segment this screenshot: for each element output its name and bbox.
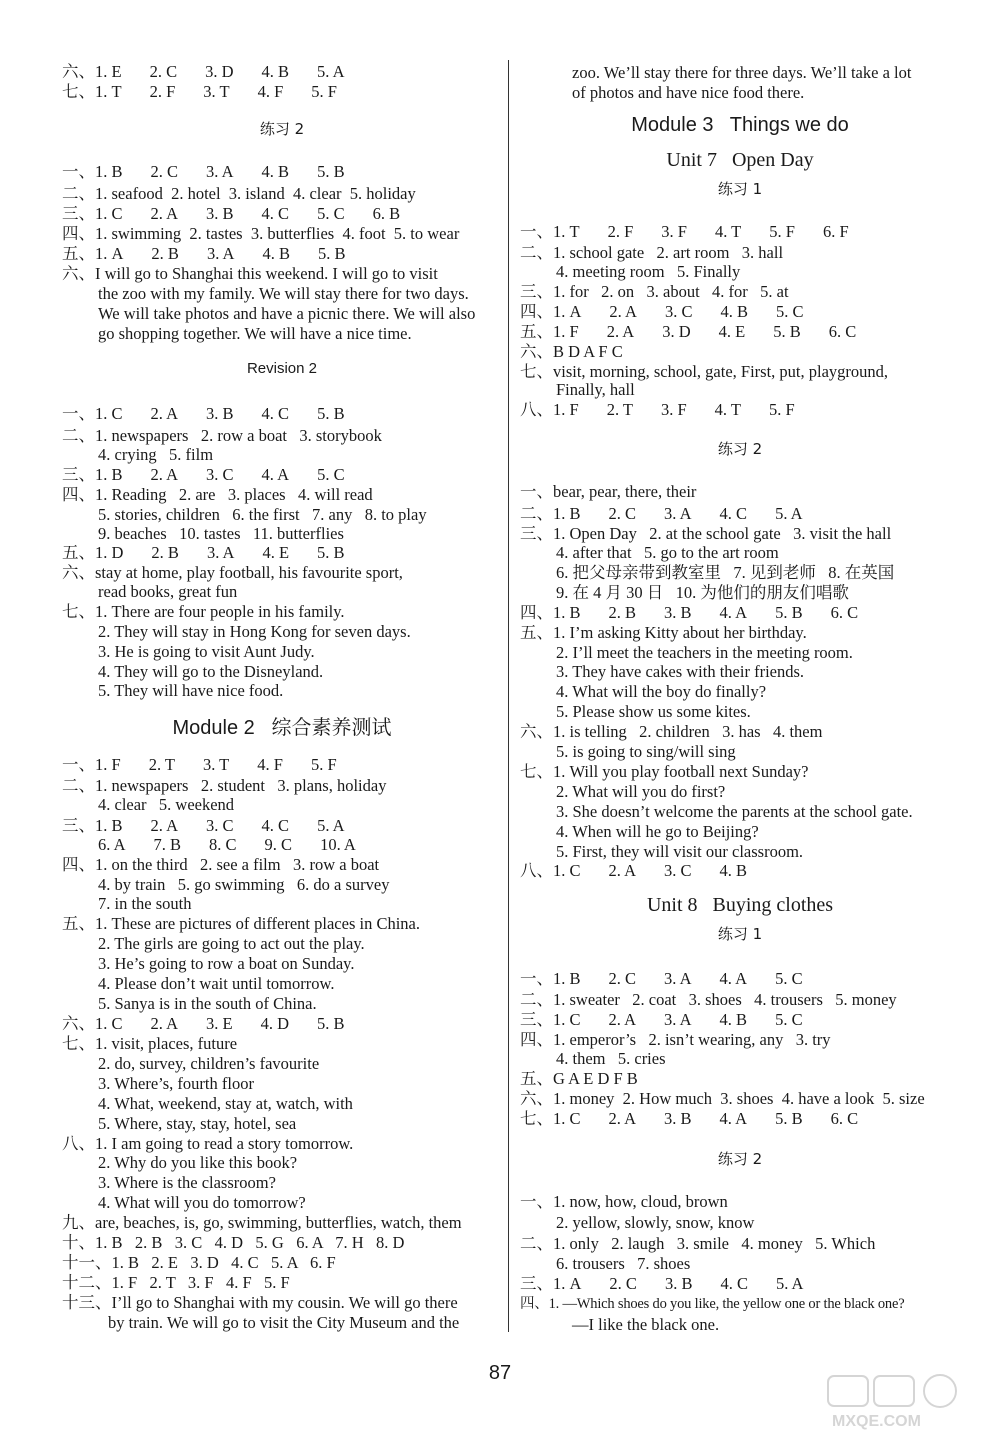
answer-item: 4. B — [262, 244, 290, 263]
answer-item: 3. F — [660, 400, 687, 419]
answer-line: 四、1. —Which shoes do you like, the yellow one or the black one? — [520, 1296, 905, 1312]
answer-row — [62, 82, 337, 102]
answer-row — [98, 835, 356, 855]
answer-row — [62, 816, 345, 836]
answer-row — [520, 1010, 803, 1030]
answer-item: 4. A — [719, 1109, 748, 1128]
answer-item: 5. B — [775, 1109, 803, 1128]
answer-item: 4. C — [261, 404, 290, 423]
answer-line: 二、1. seafood 2. hotel 3. island 4. clear 5. holiday — [62, 184, 416, 203]
answer-item: 2. A — [150, 1014, 179, 1033]
answer-line: 4. What will the boy do finally? — [556, 682, 767, 701]
answer-item: 5. B — [317, 244, 346, 263]
answer-item: 2. A — [150, 404, 179, 423]
answer-line: 4. after that 5. go to the art room — [556, 543, 779, 562]
exercise-heading: 练习 2 — [717, 1150, 763, 1168]
answer-item: 3. A — [206, 162, 234, 181]
answer-line: 十三、I’ll go to Shanghai with my cousin. We will go there — [62, 1293, 458, 1312]
answer-line: 二、1. newspapers 2. student 3. plans, holiday — [62, 776, 387, 795]
answer-line: 二、1. sweater 2. coat 3. shoes 4. trousers 5. money — [520, 990, 897, 1009]
module-heading: Module 2 综合素养测试 — [172, 717, 392, 739]
answer-item: 1. D — [95, 543, 124, 562]
answer-line: 6. 把父母亲带到教室里 7. 见到老师 8. 在英国 — [556, 563, 895, 582]
answer-line: 三、1. Open Day 2. at the school gate 3. visit the hall — [520, 524, 892, 543]
answer-item: 5. B — [317, 543, 345, 562]
answer-item: 1. C — [95, 204, 123, 223]
answer-row — [520, 504, 803, 524]
answer-item: 6. F — [822, 222, 849, 241]
question-marker: 五、 — [62, 543, 95, 562]
answer-line: 4. When will he go to Beijing? — [556, 822, 759, 841]
answer-item: 3. A — [206, 543, 235, 562]
answer-line: 3. Where’s, fourth floor — [98, 1074, 254, 1093]
answer-line: 一、1. now, how, cloud, brown — [520, 1192, 728, 1211]
answer-item: 5. A — [317, 816, 345, 835]
answer-item: 1. C — [553, 861, 581, 880]
answer-line: 五、G A E D F B — [520, 1069, 638, 1088]
answer-item: 2. T — [148, 755, 175, 774]
answer-item: 5. A — [317, 62, 345, 81]
question-marker: 七、 — [520, 1109, 553, 1128]
answer-item: 4. B — [719, 1010, 748, 1029]
answer-item: 6. A — [98, 835, 126, 854]
answer-item: 3. E — [206, 1014, 233, 1033]
answer-item: 4. F — [257, 755, 283, 774]
answer-line: 9. beaches 10. tastes 11. butterflies — [98, 524, 344, 543]
answer-item: 3. B — [664, 1109, 692, 1128]
answer-item: 3. B — [664, 1274, 693, 1293]
answer-line: 七、visit, morning, school, gate, First, put, playground, — [520, 362, 889, 381]
question-marker: 四、 — [520, 302, 553, 321]
answer-item: 2. A — [150, 816, 179, 835]
answer-item: 5. B — [317, 162, 345, 181]
answer-item: 5. A — [775, 504, 803, 523]
watermark-logo — [824, 1372, 994, 1430]
answer-item: 1. B — [553, 603, 581, 622]
answer-line: 八、1. I am going to read a story tomorrow. — [62, 1134, 354, 1153]
question-marker: 一、 — [520, 222, 553, 241]
answer-item: 2. B — [151, 543, 179, 562]
answer-line: 四、1. emperor’s 2. isn’t wearing, any 3. try — [520, 1030, 831, 1049]
answer-line: 4. What, weekend, stay at, watch, with — [98, 1094, 353, 1113]
answer-row — [62, 62, 345, 82]
answer-row — [62, 755, 337, 775]
answer-row — [520, 400, 795, 420]
answer-row — [520, 1274, 803, 1294]
answer-item: 4. F — [257, 82, 284, 101]
answer-item: 1. B — [95, 162, 123, 181]
answer-item: 6. B — [372, 204, 401, 223]
answer-item: 3. A — [664, 969, 692, 988]
answer-item: 4. B — [719, 861, 748, 880]
answer-line: 7. in the south — [98, 894, 192, 913]
answer-line: 四、1. swimming 2. tastes 3. butterflies 4. foot 5. to wear — [62, 224, 460, 243]
question-marker: 三、 — [62, 816, 95, 835]
answer-item: 3. C — [206, 465, 234, 484]
answer-item: 1. E — [95, 62, 122, 81]
answer-item: 2. F — [149, 82, 176, 101]
answer-row — [62, 543, 345, 563]
answer-row — [520, 969, 803, 989]
answer-line: go shopping together. We will have a nice time. — [98, 324, 412, 343]
answer-item: 3. A — [664, 504, 692, 523]
answer-line: 2. I’ll meet the teachers in the meeting room. — [556, 643, 853, 662]
watermark-site: MXQE.COM — [832, 1413, 921, 1430]
answer-item: 4. D — [260, 1014, 290, 1033]
answer-item: 2. C — [150, 162, 179, 181]
answer-line: 十、1. B 2. B 3. C 4. D 5. G 6. A 7. H 8. D — [62, 1233, 405, 1252]
answer-line: 4. them 5. cries — [556, 1049, 666, 1068]
answer-item: 4. C — [719, 504, 748, 523]
answer-item: 5. C — [775, 1010, 803, 1029]
answer-row — [62, 1014, 345, 1034]
question-marker: 八、 — [520, 400, 553, 419]
exercise-heading: 练习 2 — [259, 120, 305, 138]
answer-item: 1. C — [553, 1109, 581, 1128]
answer-item: 5. F — [310, 755, 337, 774]
question-marker: 五、 — [62, 244, 95, 263]
exercise-heading: 练习 1 — [717, 180, 763, 198]
answer-item: 3. D — [205, 62, 234, 81]
answer-item: 1. C — [553, 1010, 581, 1029]
answer-line: 六、1. money 2. How much 3. shoes 4. have a look 5. size — [520, 1089, 925, 1108]
answer-line: 9. 在 4 月 30 日 10. 为他们的朋友们唱歌 — [556, 583, 849, 602]
answer-item: 2. A — [608, 1109, 637, 1128]
answer-line: 5. Sanya is in the south of China. — [98, 994, 317, 1013]
exercise-heading: 练习 2 — [717, 440, 763, 458]
answer-item: 2. C — [608, 969, 637, 988]
answer-line: We will take photos and have a picnic there. We will also — [98, 304, 476, 323]
answer-line: 3. They have cakes with their friends. — [556, 662, 805, 681]
answer-item: 2. A — [150, 204, 179, 223]
answer-item: 4. A — [261, 465, 290, 484]
answer-line: 三、1. for 2. on 3. about 4. for 5. at — [520, 282, 789, 301]
answer-line: 2. The girls are going to act out the play. — [98, 934, 365, 953]
answer-item: 2. B — [151, 244, 179, 263]
answer-line: 二、1. newspapers 2. row a boat 3. storybook — [62, 426, 382, 445]
answer-line: 4. They will go to the Disneyland. — [98, 662, 324, 681]
question-marker: 六、 — [62, 1014, 95, 1033]
answer-item: 4. A — [719, 603, 748, 622]
answer-line: 3. He’s going to row a boat on Sunday. — [98, 954, 355, 973]
answer-item: 4. E — [718, 322, 746, 341]
answer-item: 7. B — [153, 835, 182, 854]
answer-item: 3. D — [662, 322, 691, 341]
answer-item: 4. C — [261, 204, 290, 223]
answer-line: 2. yellow, slowly, snow, know — [556, 1213, 755, 1232]
answer-row — [520, 603, 858, 623]
answer-item: 4. C — [261, 816, 290, 835]
unit-heading: Unit 8 Buying clothes — [646, 894, 834, 916]
answer-item: 5. A — [775, 1274, 804, 1293]
answer-item: 3. C — [664, 861, 692, 880]
answer-item: 2. A — [608, 1010, 637, 1029]
answer-line: 4. by train 5. go swimming 6. do a survey — [98, 875, 390, 894]
question-marker: 六、 — [62, 62, 95, 81]
question-marker: 二、 — [520, 504, 553, 523]
answer-line: 5. They will have nice food. — [98, 681, 284, 700]
answer-line: 一、bear, pear, there, their — [520, 482, 697, 501]
answer-item: 4. B — [720, 302, 748, 321]
answer-item: 2. B — [608, 603, 637, 622]
answer-line: 六、1. is telling 2. children 3. has 4. them — [520, 722, 823, 741]
answer-line: the zoo with my family. We will stay there for two days. — [98, 284, 469, 303]
answer-item: 8. C — [209, 835, 237, 854]
answer-line: 二、1. only 2. laugh 3. smile 4. money 5. Which — [520, 1234, 876, 1253]
answer-item: 3. F — [661, 222, 687, 241]
answer-line: 六、stay at home, play football, his favourite sport, — [62, 563, 403, 582]
answer-item: 5. F — [311, 82, 337, 101]
answer-item: 5. B — [773, 322, 801, 341]
answer-item: 1. C — [95, 404, 123, 423]
answer-item: 1. B — [95, 816, 123, 835]
answer-item: 3. T — [202, 755, 230, 774]
answer-item: 1. A — [553, 302, 582, 321]
answer-item: 5. C — [775, 969, 803, 988]
answer-line: read books, great fun — [98, 582, 238, 601]
answer-item: 4. C — [720, 1274, 748, 1293]
question-marker: 三、 — [62, 465, 95, 484]
answer-row — [62, 465, 345, 485]
answer-line: 5. Where, stay, stay, hotel, sea — [98, 1114, 297, 1133]
answer-item: 3. B — [664, 603, 692, 622]
answer-line: 五、1. These are pictures of different places in China. — [62, 914, 420, 933]
answer-item: 1. B — [95, 465, 123, 484]
answer-item: 5. C — [317, 465, 345, 484]
answer-item: 3. A — [206, 244, 235, 263]
question-marker: 三、 — [520, 1010, 553, 1029]
answer-item: 2. C — [609, 1274, 637, 1293]
answer-item: 1. T — [95, 82, 122, 101]
answer-line: 十二、1. F 2. T 3. F 4. F 5. F — [62, 1273, 290, 1292]
question-marker: 一、 — [62, 162, 95, 181]
answer-line: 4. What will you do tomorrow? — [98, 1193, 306, 1212]
answer-item: 4. B — [261, 62, 290, 81]
question-marker: 一、 — [62, 755, 95, 774]
answer-line: 5. stories, children 6. the first 7. any 8. to play — [98, 505, 427, 524]
answer-row — [62, 162, 345, 182]
answer-row — [62, 404, 345, 424]
answer-item: 5. B — [317, 1014, 345, 1033]
answer-line: zoo. We’ll stay there for three days. We’ll take a lot — [572, 63, 912, 82]
answer-item: 2. A — [608, 861, 637, 880]
question-marker: 一、 — [520, 969, 553, 988]
answer-line: 4. meeting room 5. Finally — [556, 262, 741, 281]
answer-row — [520, 1109, 858, 1129]
answer-line: 2. What will you do first? — [556, 782, 726, 801]
answer-item: 3. B — [206, 204, 234, 223]
answer-line: 4. Please don’t wait until tomorrow. — [98, 974, 335, 993]
answer-item: 5. B — [775, 603, 803, 622]
answer-item: 2. A — [606, 322, 635, 341]
answer-line: 5. First, they will visit our classroom. — [556, 842, 804, 861]
question-marker: 四、 — [520, 603, 553, 622]
answer-line: 六、I will go to Shanghai this weekend. I will go to visit — [62, 264, 438, 283]
question-marker: 一、 — [62, 404, 95, 423]
answer-line: 七、1. visit, places, future — [62, 1034, 238, 1053]
answer-line: Finally, hall — [556, 380, 635, 399]
answer-item: 5. B — [317, 404, 345, 423]
answer-line: 二、1. school gate 2. art room 3. hall — [520, 243, 784, 262]
answer-item: 1. F — [553, 322, 579, 341]
answer-row — [520, 861, 747, 881]
answer-item: 6. C — [830, 603, 859, 622]
answer-line: 2. do, survey, children’s favourite — [98, 1054, 320, 1073]
answer-line: 四、1. Reading 2. are 3. places 4. will read — [62, 485, 373, 504]
answer-item: 10. A — [320, 835, 356, 854]
question-marker: 三、 — [62, 204, 95, 223]
answer-row — [520, 302, 803, 322]
answer-item: 6. C — [830, 1109, 859, 1128]
answer-line: 九、are, beaches, is, go, swimming, butterflies, watch, them — [62, 1213, 462, 1232]
answer-item: 5. F — [769, 222, 795, 241]
answer-line: of photos and have nice food there. — [572, 83, 805, 102]
answer-item: 5. F — [768, 400, 795, 419]
answer-line: 七、1. Will you play football next Sunday? — [520, 762, 809, 781]
exercise-heading: 练习 1 — [717, 925, 763, 943]
page-number: 87 — [488, 1362, 512, 1384]
answer-row — [62, 244, 345, 264]
answer-item: 3. A — [664, 1010, 692, 1029]
answer-item: 5. C — [775, 302, 804, 321]
answer-line: 3. Where is the classroom? — [98, 1173, 276, 1192]
answer-item: 3. B — [206, 404, 234, 423]
answer-line: 4. clear 5. weekend — [98, 795, 235, 814]
answer-item: 1. A — [553, 1274, 582, 1293]
answer-row — [520, 322, 856, 342]
answer-item: 2. A — [609, 302, 637, 321]
answer-item: 1. F — [95, 755, 121, 774]
answer-item: 1. F — [553, 400, 579, 419]
answer-line: 2. Why do you like this book? — [98, 1153, 298, 1172]
answer-item: 4. T — [714, 222, 742, 241]
revision-heading: Revision 2 — [246, 360, 318, 377]
answer-item: 9. C — [264, 835, 293, 854]
answer-line: 6. trousers 7. shoes — [556, 1254, 691, 1273]
answer-item: 6. C — [828, 322, 857, 341]
question-marker: 七、 — [62, 82, 95, 101]
question-marker: 三、 — [520, 1274, 553, 1293]
answer-item: 4. A — [719, 969, 748, 988]
answer-item: 3. C — [664, 302, 693, 321]
answer-line: 4. crying 5. film — [98, 445, 214, 464]
answer-item: 1. A — [95, 244, 124, 263]
unit-heading: Unit 7 Open Day — [666, 149, 814, 171]
answer-line: 四、1. on the third 2. see a film 3. row a boat — [62, 855, 380, 874]
answer-row — [520, 222, 849, 242]
answer-line: 十一、1. B 2. E 3. D 4. C 5. A 6. F — [62, 1253, 336, 1272]
answer-line: by train. We will go to visit the City Museum and the — [108, 1313, 460, 1332]
answer-item: 2. A — [150, 465, 179, 484]
answer-item: 4. T — [714, 400, 741, 419]
answer-line: 五、1. I’m asking Kitty about her birthday. — [520, 623, 807, 642]
answer-item: 2. T — [606, 400, 633, 419]
answer-row — [62, 204, 400, 224]
answer-item: 4. E — [262, 543, 290, 562]
answer-item: 3. T — [203, 82, 230, 101]
answer-line: 七、1. There are four people in his family. — [62, 602, 345, 621]
column-divider — [508, 60, 509, 1332]
answer-item: 5. C — [317, 204, 345, 223]
answer-line: 3. He is going to visit Aunt Judy. — [98, 642, 315, 661]
answer-line: —I like the black one. — [572, 1315, 720, 1334]
answer-line: 5. Please show us some kites. — [556, 702, 751, 721]
answer-item: 1. T — [553, 222, 580, 241]
answer-item: 2. F — [607, 222, 634, 241]
answer-item: 4. B — [261, 162, 290, 181]
answer-line: 六、B D A F C — [520, 342, 623, 361]
answer-item: 2. C — [608, 504, 637, 523]
answer-item: 1. B — [553, 969, 581, 988]
answer-line: 2. They will stay in Hong Kong for seven days. — [98, 622, 411, 641]
module-heading: Module 3 Things we do — [631, 114, 849, 136]
answer-item: 3. C — [206, 816, 234, 835]
answer-item: 1. C — [95, 1014, 123, 1033]
answer-item: 1. B — [553, 504, 581, 523]
answer-item: 2. C — [149, 62, 178, 81]
question-marker: 五、 — [520, 322, 553, 341]
answer-line: 5. is going to sing/will sing — [556, 742, 736, 761]
answer-line: 3. She doesn’t welcome the parents at the school gate. — [556, 802, 913, 821]
question-marker: 八、 — [520, 861, 553, 880]
